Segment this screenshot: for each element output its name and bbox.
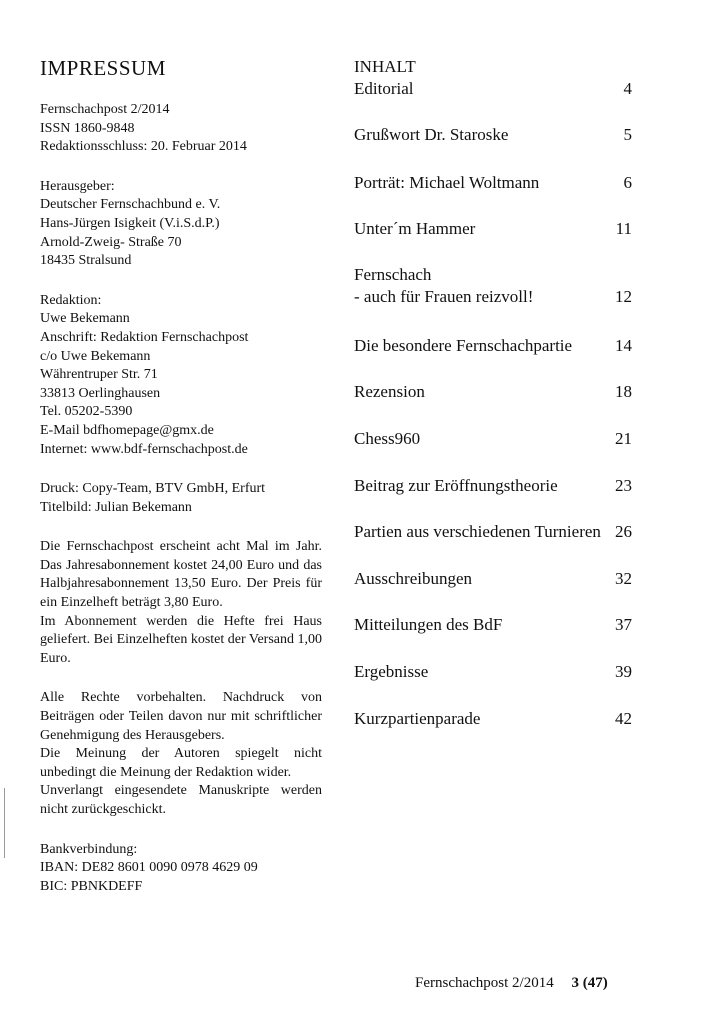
toc-page: 23 (615, 476, 632, 495)
bank-info (40, 841, 322, 897)
issue-line: Fernschachpost 2/2014 (40, 102, 170, 117)
bic-line: BIC: PBNKDEFF (40, 878, 143, 894)
opinion-paragraph: Die Meinung der Autoren spiegelt nicht unbedingt die Meinung der Redaktion wider. (40, 746, 322, 780)
toc-title: Fernschach (354, 265, 432, 284)
toc-item (354, 614, 632, 636)
toc-title: Grußwort Dr. Staroske (354, 125, 509, 144)
editorial-street: Währentruper Str. 71 (40, 367, 158, 383)
toc-page: 39 (615, 662, 632, 681)
print-info (40, 480, 322, 517)
toc-item (354, 264, 632, 308)
toc-item (354, 568, 632, 590)
toc-title: Unter´m Hammer (354, 219, 476, 238)
toc-page: 26 (615, 522, 632, 541)
toc-item (354, 521, 632, 543)
footer-journal: Fernschachpost 2/2014 (415, 975, 554, 991)
toc-title: Editorial (354, 79, 414, 98)
toc-item (354, 428, 632, 450)
cover-photo-line: Titelbild: Julian Bekemann (40, 499, 192, 515)
toc-page: 11 (615, 219, 632, 238)
editorial-address-label: Anschrift: Redaktion Fernschachpost (40, 329, 249, 345)
rights-info (40, 689, 322, 819)
editorial-website: Internet: www.bdf-fernschachpost.de (40, 441, 248, 457)
toc-page: 21 (615, 429, 632, 448)
issn-line: ISSN 1860-9848 (40, 120, 135, 136)
subscription-info (40, 538, 322, 668)
deadline-line: Redaktionsschluss: 20. Februar 2014 (40, 139, 247, 155)
toc-title: Rezension (354, 382, 425, 401)
editor-name: Uwe Bekemann (40, 311, 130, 327)
toc-page: 4 (623, 79, 632, 98)
toc-subtitle: - auch für Frauen reizvoll! (354, 287, 534, 306)
footer-page-number: 3 (47) (571, 975, 608, 991)
toc-title: Ergebnisse (354, 662, 429, 681)
toc-page: 32 (615, 569, 632, 588)
margin-mark (4, 788, 5, 858)
publisher-label: Herausgeber: (40, 178, 115, 194)
imprint-column (40, 56, 322, 917)
toc-item (354, 475, 632, 497)
toc-item (354, 661, 632, 683)
toc-title: Chess960 (354, 429, 421, 448)
toc-title: Ausschreibungen (354, 569, 473, 588)
toc-item (354, 381, 632, 403)
contents-heading: INHALT (354, 57, 416, 76)
delivery-paragraph: Im Abonnement werden die Hefte frei Haus geliefert. Bei Einzelheften kostet der Versand 1,00 Euro. (40, 613, 322, 666)
toc-item (354, 218, 632, 240)
subscription-paragraph: Die Fernschachpost erscheint acht Mal im Jahr. Das Jahresabonnement kostet 24,00 Euro und das Halbjahresabonnement 13,50 Euro. Der Preis für ein Einzelheft beträgt 3,80 Euro. (40, 539, 322, 611)
toc-item (354, 335, 632, 357)
publisher-info (40, 178, 322, 271)
toc-item (354, 78, 632, 100)
editorial-co: c/o Uwe Bekemann (40, 348, 151, 364)
toc-title: Die besondere Fernschachpartie (354, 336, 573, 355)
issue-info (40, 101, 322, 157)
publisher-org: Deutscher Fernschachbund e. V. (40, 197, 221, 213)
toc-title: Mitteilungen des BdF (354, 615, 503, 634)
toc-page: 14 (615, 336, 632, 355)
editorial-email: E-Mail bdfhomepage@gmx.de (40, 422, 214, 438)
iban-line: IBAN: DE82 8601 0090 0978 4629 09 (40, 860, 258, 876)
toc-page: 42 (615, 709, 632, 728)
toc-page: 6 (623, 173, 632, 192)
bank-label: Bankverbindung: (40, 841, 138, 857)
editorial-info (40, 292, 322, 459)
toc-item (354, 172, 632, 194)
toc-item (354, 708, 632, 730)
publisher-street: Arnold-Zweig- Straße 70 (40, 234, 182, 250)
manuscripts-paragraph: Unverlangt eingesendete Manuskripte werden nicht zurückgeschickt. (40, 783, 322, 817)
contents-column (354, 56, 632, 728)
toc-title: Partien aus verschiedenen Turnieren (354, 522, 601, 541)
toc-title: Beitrag zur Eröffnungstheorie (354, 476, 558, 495)
imprint-heading: IMPRESSUM (40, 56, 166, 80)
copyright-paragraph: Alle Rechte vorbehalten. Nachdruck von Beiträgen oder Teilen davon nur mit schriftlicher Genehmigung des Herausgebers. (40, 690, 322, 743)
publisher-person: Hans-Jürgen Isigkeit (V.i.S.d.P.) (40, 215, 220, 231)
toc-page: 18 (615, 382, 632, 401)
editorial-label: Redaktion: (40, 292, 102, 308)
toc-page: 5 (623, 125, 632, 144)
toc-title: Kurzpartienparade (354, 709, 481, 728)
editorial-phone: Tel. 05202-5390 (40, 404, 133, 420)
toc-page: 12 (615, 287, 632, 306)
editorial-city: 33813 Oerlinghausen (40, 385, 161, 401)
printer-line: Druck: Copy-Team, BTV GmbH, Erfurt (40, 481, 266, 497)
toc-title: Porträt: Michael Woltmann (354, 173, 540, 192)
toc-item (354, 124, 632, 146)
publisher-city: 18435 Stralsund (40, 253, 132, 269)
toc-page: 37 (615, 615, 632, 634)
page-footer (415, 975, 608, 992)
